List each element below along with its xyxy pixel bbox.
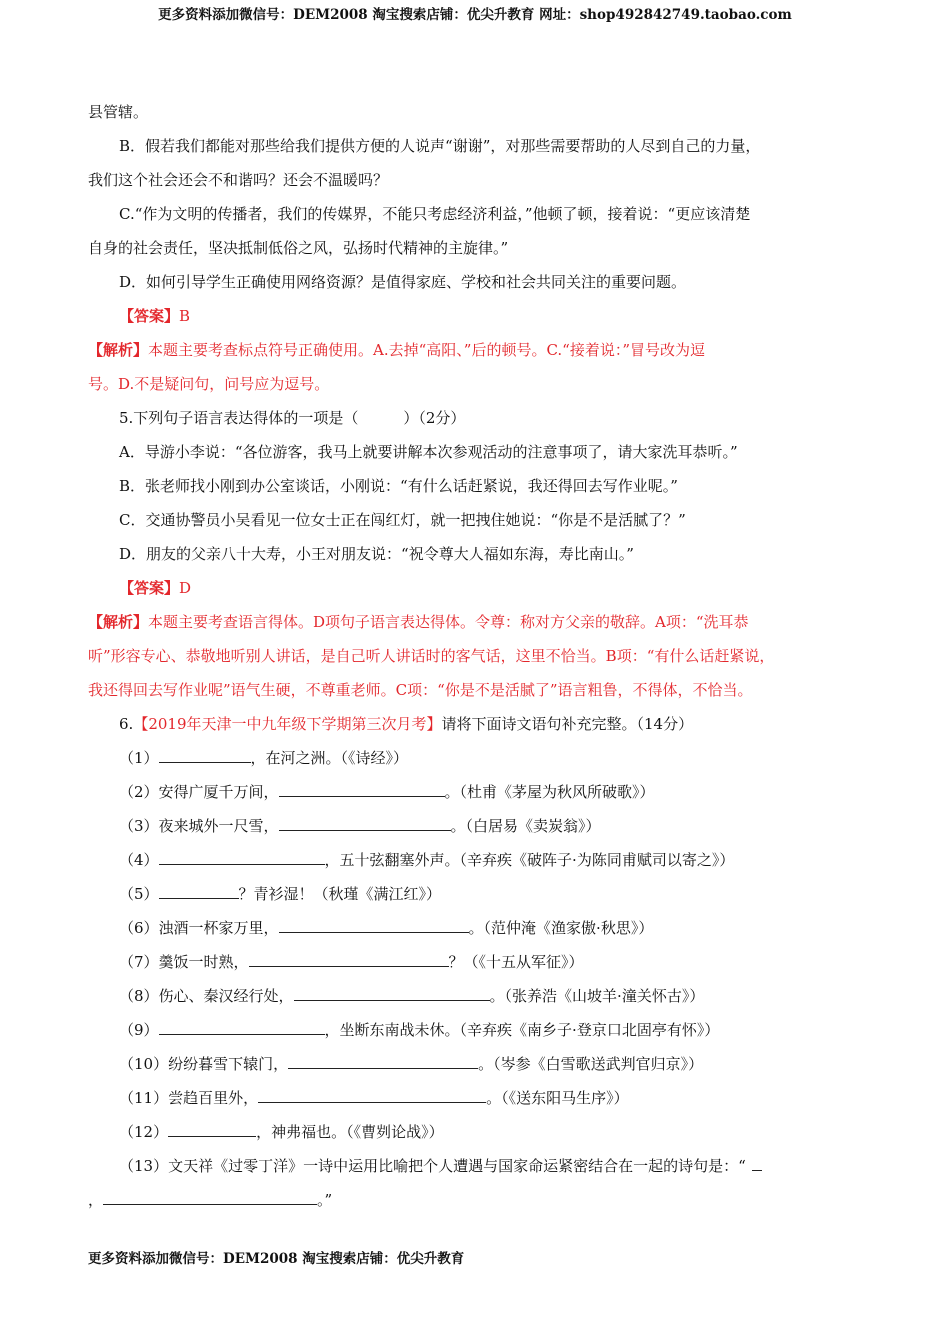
item-suffix: ，五十弦翻塞外声。（辛弃疾《破阵子·为陈同甫赋司以寄之》） bbox=[324, 851, 735, 869]
item-prefix: （10）纷纷暮雪下辕门， bbox=[119, 1055, 289, 1073]
q5-option-c: C．交通协警员小吴看见一位女士正在闯红灯，就一把拽住她说：“你是不是活腻了？” bbox=[119, 511, 686, 529]
q5-answer bbox=[88, 577, 868, 611]
item-suffix: ？青衫湿！（秋瑾《满江红》） bbox=[238, 885, 442, 903]
fill-blank[interactable] bbox=[103, 1189, 317, 1205]
q6-item-13-line1 bbox=[88, 1155, 868, 1189]
q6-item-9 bbox=[88, 1019, 868, 1053]
q5-analysis-line3: 我还得回去写作业呢”语气生硬，不尊重老师。C项：“你是不是活腻了”语言粗鲁，不得体，不恰当。 bbox=[88, 681, 753, 699]
item-suffix: 。（张养浩《山坡羊·潼关怀古》） bbox=[489, 987, 705, 1005]
q6-item-6 bbox=[88, 917, 868, 951]
item-prefix: （6）浊酒一杯家万里， bbox=[119, 919, 279, 937]
fill-blank[interactable] bbox=[279, 917, 469, 933]
answer-label: 【答案】 bbox=[119, 579, 180, 597]
item-prefix: （12） bbox=[119, 1123, 169, 1141]
q6-item-3 bbox=[88, 815, 868, 849]
q6-item-4 bbox=[88, 849, 868, 883]
q6-item-11 bbox=[88, 1087, 868, 1121]
item-suffix: ，在河之洲。（《诗经》） bbox=[250, 749, 409, 767]
fill-blank[interactable] bbox=[159, 849, 325, 865]
item-suffix: ，神弗福也。（《曹刿论战》） bbox=[256, 1123, 444, 1141]
q5-analysis-line2: 听”形容专心、恭敬地听别人讲话，是自己听人讲话时的客气话，这里不恰当。B项：“有什么话赶紧说， bbox=[88, 647, 775, 665]
fill-blank[interactable] bbox=[159, 747, 251, 763]
analysis-label: 【解析】 bbox=[88, 613, 149, 631]
item-prefix: （4） bbox=[119, 851, 159, 869]
q4-tail: 县管辖。 bbox=[88, 103, 149, 121]
fill-blank[interactable] bbox=[279, 815, 451, 831]
item-prefix: （2）安得广厦千万间， bbox=[119, 783, 279, 801]
item-suffix: ？（《十五从军征》） bbox=[448, 953, 584, 971]
q4-analysis-line2: 号。D.不是疑问句，问号应为逗号。 bbox=[88, 375, 330, 393]
fill-blank[interactable] bbox=[168, 1121, 256, 1137]
item-text: （13）文天祥《过零丁洋》一诗中运用比喻把个人遭遇与国家命运紧密结合在一起的诗句是：“ bbox=[119, 1157, 746, 1175]
fill-blank[interactable] bbox=[279, 781, 445, 797]
analysis-text: 本题主要考查语言得体。D项句子语言表达得体。令尊：称对方父亲的敬辞。A项：“洗耳恭 bbox=[148, 613, 749, 631]
item-prefix: （5） bbox=[119, 885, 159, 903]
q6-item-10 bbox=[88, 1053, 868, 1087]
q4-option-b-line2: 我们这个社会还会不和谐吗？还会不温暖吗？ bbox=[88, 171, 389, 189]
fill-blank[interactable] bbox=[752, 1155, 762, 1171]
q6-item-7 bbox=[88, 951, 868, 985]
item-prefix: （9） bbox=[119, 1021, 159, 1039]
q6-stem bbox=[88, 713, 868, 747]
item-suffix: ，坐断东南战未休。（辛弃疾《南乡子·登京口北固亭有怀》） bbox=[324, 1021, 720, 1039]
q5-option-a: A．导游小李说：“各位游客，我马上就要讲解本次参观活动的注意事项了，请大家洗耳恭听。” bbox=[119, 443, 738, 461]
answer-label: 【答案】 bbox=[119, 307, 180, 325]
item-prefix: ， bbox=[88, 1191, 104, 1209]
q6-item-5 bbox=[88, 883, 868, 917]
q6-source: 【2019年天津一中九年级下学期第三次月考】 bbox=[133, 715, 442, 733]
q5-analysis-line1 bbox=[88, 611, 868, 645]
q4-option-d: D．如何引导学生正确使用网络资源？是值得家庭、学校和社会共同关注的重要问题。 bbox=[119, 273, 687, 291]
q6-stem-text: 请将下面诗文语句补充完整。（14分） bbox=[441, 715, 694, 733]
analysis-text: 本题主要考查标点符号正确使用。A.去掉“高阳、”后的顿号。C.“接着说：”冒号改为逗 bbox=[148, 341, 706, 359]
q6-item-2 bbox=[88, 781, 868, 815]
q4-analysis-line1 bbox=[88, 339, 868, 373]
item-prefix: （7）羹饭一时熟， bbox=[119, 953, 249, 971]
q5-option-b: B．张老师找小刚到办公室谈话，小刚说：“有什么话赶紧说，我还得回去写作业呢。” bbox=[119, 477, 678, 495]
fill-blank[interactable] bbox=[249, 951, 449, 967]
q6-item-13-line2 bbox=[88, 1189, 868, 1223]
page-header: 更多资料添加微信号：DEM2008 淘宝搜索店铺：优尖升教育 网址：shop492842749.taobao.com bbox=[158, 7, 792, 23]
item-prefix: （8）伤心、秦汉经行处， bbox=[119, 987, 294, 1005]
fill-blank[interactable] bbox=[288, 1053, 478, 1069]
q4-option-b-line1: B．假若我们都能对那些给我们提供方便的人说声“谢谢”，对那些需要帮助的人尽到自己的力量， bbox=[119, 137, 761, 155]
q5-stem: 5.下列句子语言表达得体的一项是（ ）（2分） bbox=[119, 409, 466, 427]
analysis-label: 【解析】 bbox=[88, 341, 149, 359]
fill-blank[interactable] bbox=[159, 883, 239, 899]
item-suffix: 。（岑参《白雪歌送武判官归京》） bbox=[478, 1055, 704, 1073]
fill-blank[interactable] bbox=[159, 1019, 325, 1035]
item-prefix: （1） bbox=[119, 749, 159, 767]
fill-blank[interactable] bbox=[294, 985, 490, 1001]
answer-value: D bbox=[179, 579, 192, 597]
document-body bbox=[88, 101, 868, 1223]
q6-number: 6. bbox=[119, 715, 134, 733]
item-prefix: （3）夜来城外一尺雪， bbox=[119, 817, 279, 835]
q6-item-8 bbox=[88, 985, 868, 1019]
q6-item-12 bbox=[88, 1121, 868, 1155]
q5-option-d: D．朋友的父亲八十大寿，小王对朋友说：“祝令尊大人福如东海，寿比南山。” bbox=[119, 545, 634, 563]
item-suffix: 。（白居易《卖炭翁》） bbox=[450, 817, 601, 835]
q6-item-1 bbox=[88, 747, 868, 781]
page-footer: 更多资料添加微信号：DEM2008 淘宝搜索店铺：优尖升教育 bbox=[88, 1251, 465, 1267]
answer-value: B bbox=[179, 307, 191, 325]
item-suffix: 。（范仲淹《渔家傲·秋思》） bbox=[468, 919, 654, 937]
item-suffix: 。（杜甫《茅屋为秋风所破歌》） bbox=[444, 783, 655, 801]
item-prefix: （11）尝趋百里外， bbox=[119, 1089, 259, 1107]
q4-option-c-line2: 自身的社会责任，坚决抵制低俗之风，弘扬时代精神的主旋律。” bbox=[88, 239, 509, 257]
q4-answer bbox=[88, 305, 868, 339]
item-suffix: 。（《送东阳马生序》） bbox=[486, 1089, 629, 1107]
item-suffix: 。” bbox=[317, 1191, 333, 1209]
fill-blank[interactable] bbox=[258, 1087, 486, 1103]
q4-option-c-line1: C.“作为文明的传播者，我们的传媒界，不能只考虑经济利益，”他顿了顿，接着说：“更应该清楚 bbox=[119, 205, 751, 223]
